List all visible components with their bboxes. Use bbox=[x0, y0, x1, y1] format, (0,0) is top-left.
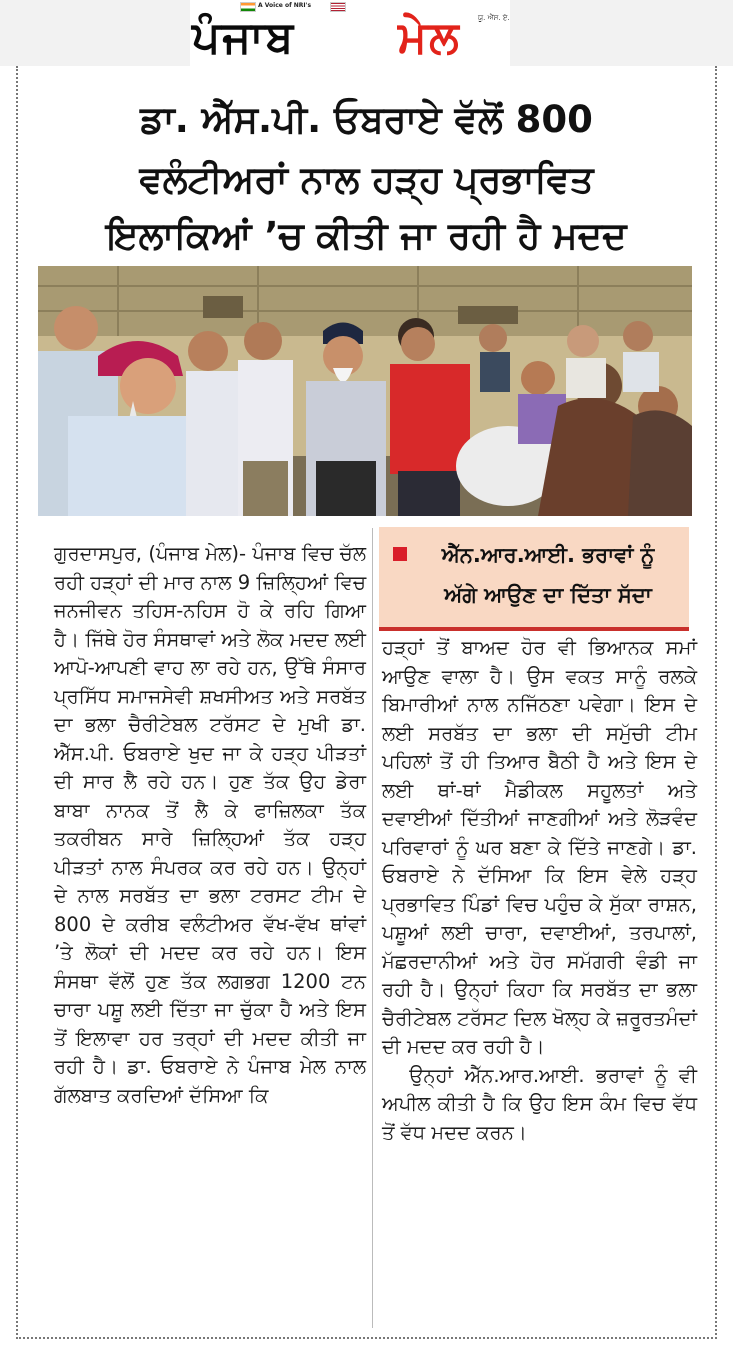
news-photo bbox=[38, 266, 692, 516]
article-right-paragraph-2: ਉਨ੍ਹਾਂ ਐੱਨ.ਆਰ.ਆਈ. ਭਰਾਵਾਂ ਨੂੰ ਵੀ ਅਪੀਲ ਕੀਤੀ ਹੈ ਕਿ ਉਹ ਇਸ ਕੰਮ ਵਿਚ ਵੱਧ ਤੋਂ ਵੱਧ ਮਦਦ ਕਰਨ। bbox=[382, 1063, 697, 1144]
headline-line-1: ਡਾ. ਐੱਸ.ਪੀ. ਓਬਰਾਏ ਵੱਲੋਂ 800 bbox=[140, 98, 593, 141]
headline-line-2: ਵਲੰਟੀਅਰਾਂ ਨਾਲ ਹੜ੍ਹ ਪ੍ਰਭਾਵਿਤ bbox=[139, 158, 594, 201]
subheadline-box bbox=[379, 527, 689, 631]
masthead-title-mail: ਮੇਲ bbox=[398, 12, 461, 63]
headline-line-3: ਇਲਾਕਿਆਂ ’ਚ ਕੀਤੀ ਜਾ ਰਹੀ ਹੈ ਮਦਦ bbox=[106, 214, 627, 257]
masthead-tagline: A Voice of NRI's bbox=[258, 2, 312, 9]
article-left-column bbox=[54, 540, 366, 1110]
subheadline-text bbox=[413, 535, 683, 615]
usa-flag-icon bbox=[330, 2, 346, 12]
masthead-tagline-row bbox=[190, 0, 510, 12]
news-photo-illustration bbox=[38, 266, 692, 516]
article-left-paragraph: ਗੁਰਦਾਸਪੁਰ, (ਪੰਜਾਬ ਮੇਲ)- ਪੰਜਾਬ ਵਿਚ ਚੱਲ ਰਹੀ ਹੜ੍ਹਾਂ ਦੀ ਮਾਰ ਨਾਲ 9 ਜ਼ਿਲ੍ਹਿਆਂ ਵਿਚ ਜਨਜੀਵਨ ਤਹਿਸ-ਨਹਿਸ ਹੋ ਕੇ ਰਹਿ ਗਿਆ ਹੈ। ਜਿੱਥੇ ਹੋਰ ਸੰਸਥਾਵਾਂ ਅਤੇ ਲੋਕ ਮਦਦ ਲਈ ਆਪੋ-ਆਪਣੀ ਵਾਹ ਲਾ ਰਹੇ ਹਨ, ਉੱਥੇ ਸੰਸਾਰ ਪ੍ਰਸਿੱਧ ਸਮਾਜਸੇਵੀ ਸ਼ਖਸੀਅਤ ਅਤੇ ਸਰਬੱਤ ਦਾ ਭਲਾ ਚੈਰੀਟੇਬਲ ਟਰੱਸਟ ਦੇ ਮੁਖੀ ਡਾ. ਐੱਸ.ਪੀ. ਓਬਰਾਏ ਖੁਦ ਜਾ ਕੇ ਹੜ੍ਹ ਪੀੜਤਾਂ ਦੀ ਸਾਰ ਲੈ ਰਹੇ ਹਨ। ਹੁਣ ਤੱਕ ਉਹ ਡੇਰਾ ਬਾਬਾ ਨਾਨਕ ਤੋਂ ਲੈ ਕੇ ਫਾਜ਼ਿਲਕਾ ਤੱਕ ਤਕਰੀਬਨ ਸਾਰੇ ਜ਼ਿਲ੍ਹਿਆਂ ਤੱਕ ਹੜ੍ਹ ਪੀੜਤਾਂ ਨਾਲ ਸੰਪਰਕ ਕਰ ਰਹੇ ਹਨ। ਉਨ੍ਹਾਂ ਦੇ ਨਾਲ ਸਰਬੱਤ ਦਾ ਭਲਾ ਟਰਸਟ ਟੀਮ ਦੇ 800 ਦੇ ਕਰੀਬ ਵਲੰਟੀਅਰ ਵੱਖ-ਵੱਖ ਥਾਂਵਾਂ ’ਤੇ ਲੋਕਾਂ ਦੀ ਮਦਦ ਕਰ ਰਹੇ ਹਨ। ਇਸ ਸੰਸਥਾ ਵੱਲੋਂ ਹੁਣ ਤੱਕ ਲਗਭਗ 1200 ਟਨ ਚਾਰਾ ਪਸ਼ੂ ਲਈ ਦਿੱਤਾ ਜਾ ਚੁੱਕਾ ਹੈ ਅਤੇ ਇਸ ਤੋਂ ਇਲਾਵਾ ਹਰ ਤਰ੍ਹਾਂ ਦੀ ਮਦਦ ਕੀਤੀ ਜਾ ਰਹੀ ਹੈ। ਡਾ. ਓਬਰਾਏ ਨੇ ਪੰਜਾਬ ਮੇਲ ਨਾਲ ਗੱਲਬਾਤ ਕਰਦਿਆਂ ਦੱਸਿਆ ਕਿ bbox=[54, 542, 366, 1107]
masthead-title-punjab: ਪੰਜਾਬ bbox=[192, 12, 296, 63]
red-square-icon bbox=[393, 547, 407, 561]
column-divider bbox=[372, 528, 373, 1328]
subheadline-underline bbox=[379, 627, 689, 631]
masthead-small-mark: ਯੂ. ਐੱਸ. ਏ. bbox=[478, 14, 510, 22]
subheadline-line-2: ਅੱਗੇ ਆਉਣ ਦਾ ਦਿੱਤਾ ਸੱਦਾ bbox=[444, 583, 652, 607]
subheadline-line-1: ਐੱਨ.ਆਰ.ਆਈ. ਭਰਾਵਾਂ ਨੂੰ bbox=[441, 543, 655, 567]
article-right-column bbox=[382, 634, 697, 1147]
india-flag-icon bbox=[240, 2, 256, 12]
article-right-paragraph-1: ਹੜ੍ਹਾਂ ਤੋਂ ਬਾਅਦ ਹੋਰ ਵੀ ਭਿਆਨਕ ਸਮਾਂ ਆਉਣ ਵਾਲਾ ਹੈ। ਉਸ ਵਕਤ ਸਾਨੂੰ ਰਲਕੇ ਬਿਮਾਰੀਆਂ ਨਾਲ ਨਜਿੱਠਣਾ ਪਵੇਗਾ। ਇਸ ਦੇ ਲਈ ਸਰਬੱਤ ਦਾ ਭਲਾ ਦੀ ਸਮੁੱਚੀ ਟੀਮ ਪਹਿਲਾਂ ਤੋਂ ਹੀ ਤਿਆਰ ਬੈਠੀ ਹੈ ਅਤੇ ਇਸ ਦੇ ਲਈ ਥਾਂ-ਥਾਂ ਮੈਡੀਕਲ ਸਹੂਲਤਾਂ ਅਤੇ ਦਵਾਈਆਂ ਦਿੱਤੀਆਂ ਜਾਣਗੀਆਂ ਅਤੇ ਲੋੜਵੰਦ ਪਰਿਵਾਰਾਂ ਨੂੰ ਘਰ ਬਣਾ ਕੇ ਦਿੱਤੇ ਜਾਣਗੇ। ਡਾ. ਓਬਰਾਏ ਨੇ ਦੱਸਿਆ ਕਿ ਇਸ ਵੇਲੇ ਹੜ੍ਹ ਪ੍ਰਭਾਵਿਤ ਪਿੰਡਾਂ ਵਿਚ ਪਹੁੰਚ ਕੇ ਸੁੱਕਾ ਰਾਸ਼ਨ, ਪਸ਼ੂਆਂ ਲਈ ਚਾਰਾ, ਦਵਾਈਆਂ, ਤਰਪਾਲਾਂ, ਮੱਛਰਦਾਨੀਆਂ ਅਤੇ ਹੋਰ ਸਮੱਗਰੀ ਵੰਡੀ ਜਾ ਰਹੀ ਹੈ। ਉਨ੍ਹਾਂ ਕਿਹਾ ਕਿ ਸਰਬੱਤ ਦਾ ਭਲਾ ਚੈਰੀਟੇਬਲ ਟਰੱਸਟ ਦਿਲ ਖੋਲ੍ਹ ਕੇ ਜ਼ਰੂਰਤਮੰਦਾਂ ਦੀ ਮਦਦ ਕਰ ਰਹੀ ਹੈ। bbox=[382, 636, 697, 1058]
